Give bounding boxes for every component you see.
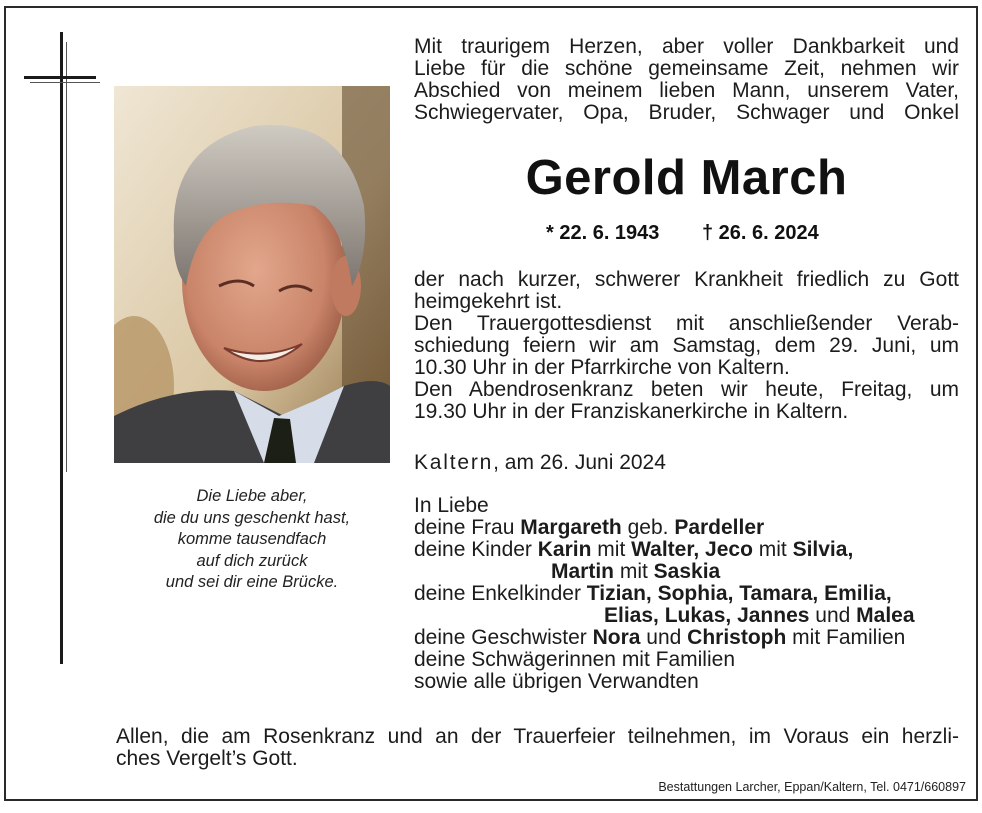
family-row-children [414, 539, 959, 561]
announcement-paragraph [414, 269, 959, 423]
body-line: Den Trauergottesdienst mit anschließender Verab- [414, 312, 959, 335]
birth-date: * 22. 6. 1943 [546, 222, 660, 244]
intro-paragraph [414, 36, 959, 124]
funeral-home-info: Bestattungen Larcher, Eppan/Kaltern, Tel. 0471/660897 [658, 780, 966, 794]
portrait-illustration [114, 86, 390, 463]
body-line: Den Abendrosenkranz beten wir heute, Freitag, um [414, 378, 959, 401]
family-label: deine Frau [414, 516, 521, 539]
portrait-photo [114, 86, 390, 463]
deceased-name: Gerold March [525, 151, 848, 205]
closing-line: Allen, die am Rosenkranz und an der Trauerfeier teilnehmen, im Voraus ein herzli- [116, 725, 959, 748]
cross-horizontal-thin-line [30, 82, 100, 83]
body-line: heimgekehrt ist. [414, 290, 563, 313]
intro-line: Schwiegervater, Opa, Bruder, Schwager und Onkel [414, 101, 959, 124]
family-row-children-cont [414, 561, 959, 583]
intro-line: Liebe für die schöne gemeinsame Zeit, nehmen wir [414, 57, 959, 80]
quote-line: auf dich zurück [196, 551, 308, 570]
family-text: mit [614, 560, 654, 583]
obituary-notice [4, 6, 978, 801]
body-line: 19.30 Uhr in der Franziskanerkirche in Kaltern. [414, 400, 849, 423]
quote-line: Die Liebe aber, [196, 487, 308, 505]
place-date: , am 26. Juni 2024 [493, 451, 666, 474]
quote-line: komme tausendfach [177, 530, 327, 548]
family-row-sisters-in-law: deine Schwägerinnen mit Familien [414, 648, 735, 671]
family-row-wife [414, 517, 959, 539]
cross-horizontal-bar [24, 76, 96, 79]
family-name: Nora [592, 626, 641, 649]
place-city: Kaltern [414, 451, 494, 474]
family-text: mit Familien [786, 626, 906, 649]
family-row-grandchildren [414, 583, 959, 605]
body-line: 10.30 Uhr in der Pfarrkirche von Kaltern. [414, 356, 790, 379]
cross-vertical-bar [60, 32, 63, 664]
family-text: mit [752, 538, 793, 561]
family-name: Margareth [520, 516, 622, 539]
intro-line: Mit traurigem Herzen, aber voller Dankbarkeit und [414, 35, 959, 58]
family-name: Christoph [687, 626, 787, 649]
family-text: geb. [621, 516, 675, 539]
cross-vertical-thin-line [66, 42, 67, 472]
body-line: schiedung feiern wir am Samstag, dem 29. Juni, um [414, 334, 959, 357]
family-text: und [640, 626, 688, 649]
place-and-date [414, 452, 959, 474]
family-header: In Liebe [414, 494, 489, 517]
family-text: und [809, 604, 857, 627]
family-label: deine Enkelkinder [414, 582, 587, 605]
family-name: Saskia [653, 560, 721, 583]
family-list [414, 495, 959, 693]
family-name: Walter, Jeco [631, 538, 753, 561]
family-name: Silvia, [792, 538, 854, 561]
death-date: † 26. 6. 2024 [702, 222, 819, 244]
closing-line: ches Vergelt’s Gott. [116, 747, 298, 770]
family-row-grandchildren-cont [414, 605, 959, 627]
family-label: deine Geschwister [414, 626, 593, 649]
family-name: Elias, Lukas, Jannes [604, 604, 810, 627]
family-name: Karin [537, 538, 592, 561]
family-name: Martin [551, 560, 614, 583]
closing-thanks [116, 726, 959, 770]
family-label: deine Kinder [414, 538, 538, 561]
intro-line: Abschied von meinem lieben Mann, unserem Vater, [414, 79, 959, 102]
family-name: Malea [856, 604, 915, 627]
quote-line: und sei dir eine Brücke. [165, 573, 339, 591]
quote-line: die du uns geschenkt hast, [153, 508, 351, 527]
family-row-relatives: sowie alle übrigen Verwandten [414, 670, 699, 693]
family-name: Tizian, Sophia, Tamara, Emilia, [586, 582, 892, 605]
family-name: Pardeller [674, 516, 765, 539]
body-line: der nach kurzer, schwerer Krankheit friedlich zu Gott [414, 268, 959, 291]
family-text: mit [591, 538, 632, 561]
memorial-quote [114, 486, 390, 594]
family-row-siblings [414, 627, 959, 649]
